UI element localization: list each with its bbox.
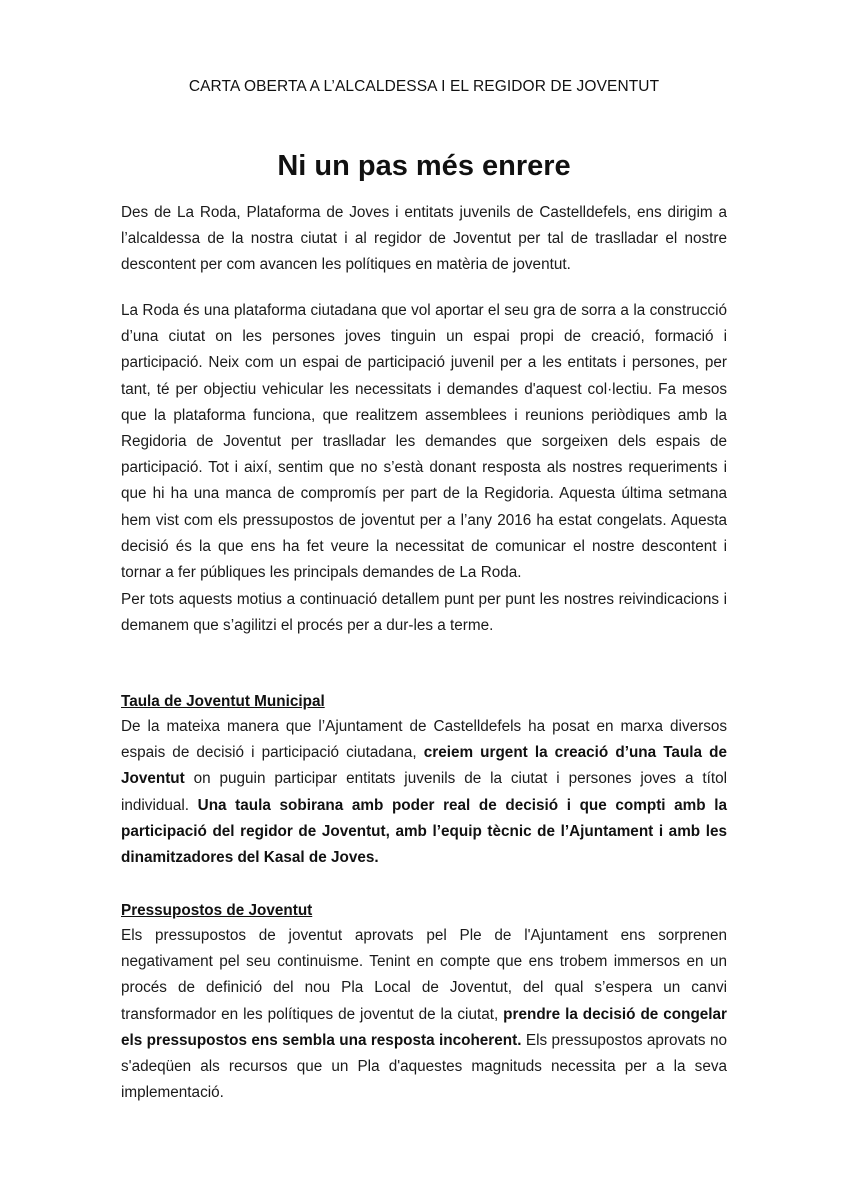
intro-paragraph-3: Per tots aquests motius a continuació detallem punt per punt les nostres reivindicacions i demanem que s’agilitzi el procés per a dur-les a terme.: [121, 591, 727, 635]
section-body-taula-joventut: [121, 714, 727, 871]
text-run: Els pressupostos de joventut aprovats pel Ple de l'Ajuntament ens sorprenen negativament pel seu continuisme. Tenint en compte que ens trobem immersos en un procés de definició del nou Pla Local de Joventut, del qual s’espera un canvi transformador en les polítiques de joventut de la ciutat,: [121, 927, 727, 1023]
section-heading-pressupostos: Pressupostos de Joventut: [121, 902, 313, 919]
text-run: De la mateixa manera que l’Ajuntament de Castelldefels ha posat en marxa diversos espais de decisió i participació ciutadana,: [121, 718, 727, 762]
letter-header: CARTA OBERTA A L’ALCALDESSA I EL REGIDOR DE JOVENTUT: [188, 78, 660, 95]
intro-paragraph-2: La Roda és una plataforma ciutadana que vol aportar el seu gra de sorra a la construcció d’una ciutat on les persones joves tinguin un espai propi de creació, formació i participació. Neix com un espai de participació juvenil per a les entitats i persones, per tant, té per objectiu vehicular les necessitats i demandes d'aquest col·lectiu. Fa mesos que la plataforma funciona, que realitzem assemblees i reunions periòdiques amb la Regidoria de Joventut per traslladar les demandes que sorgeixen dels espais de participació. Tot i així, sentim que no s’està donant resposta als nostres requeriments i que hi ha una manca de compromís per part de la Regidoria. Aquesta última setmana hem vist com els pressupostos de joventut per a l’any 2016 ha estat congelats. Aquesta decisió és la que ens ha fet veure la necessitat de comunicar el nostre descontent i tornar a fer públiques les principals demandes de La Roda.: [121, 302, 727, 582]
document-title: Ni un pas més enrere: [277, 150, 571, 182]
intro-paragraph-1: Des de La Roda, Plataforma de Joves i entitats juvenils de Castelldefels, ens dirigim a l’alcaldessa de la nostra ciutat i al regidor de Joventut per tal de traslladar el nostre descontent per com avancen les polítiques en matèria de joventut.: [121, 204, 727, 274]
bold-text-run: Una taula sobirana amb poder real de decisió i que compti amb la participació del regidor de Joventut, amb l’equip tècnic de l’Ajuntament i amb les dinamitzadores del Kasal de Joves.: [121, 796, 727, 867]
text-run: Els pressupostos aprovats no s'adeqüen als recursos que un Pla d'aquestes magnituds necessita per a la seva implementació.: [121, 1031, 727, 1102]
bold-text-run: prendre la decisió de congelar els pressupostos ens sembla una resposta incoherent.: [121, 1005, 728, 1049]
bold-text-run: creiem urgent la creació d’una Taula de Joventut: [121, 744, 727, 788]
section-body-pressupostos: [121, 923, 727, 1106]
section-heading-taula-joventut: Taula de Joventut Municipal: [121, 693, 325, 710]
text-run: on puguin participar entitats juvenils de la ciutat i persones joves a títol individual.: [121, 770, 727, 814]
